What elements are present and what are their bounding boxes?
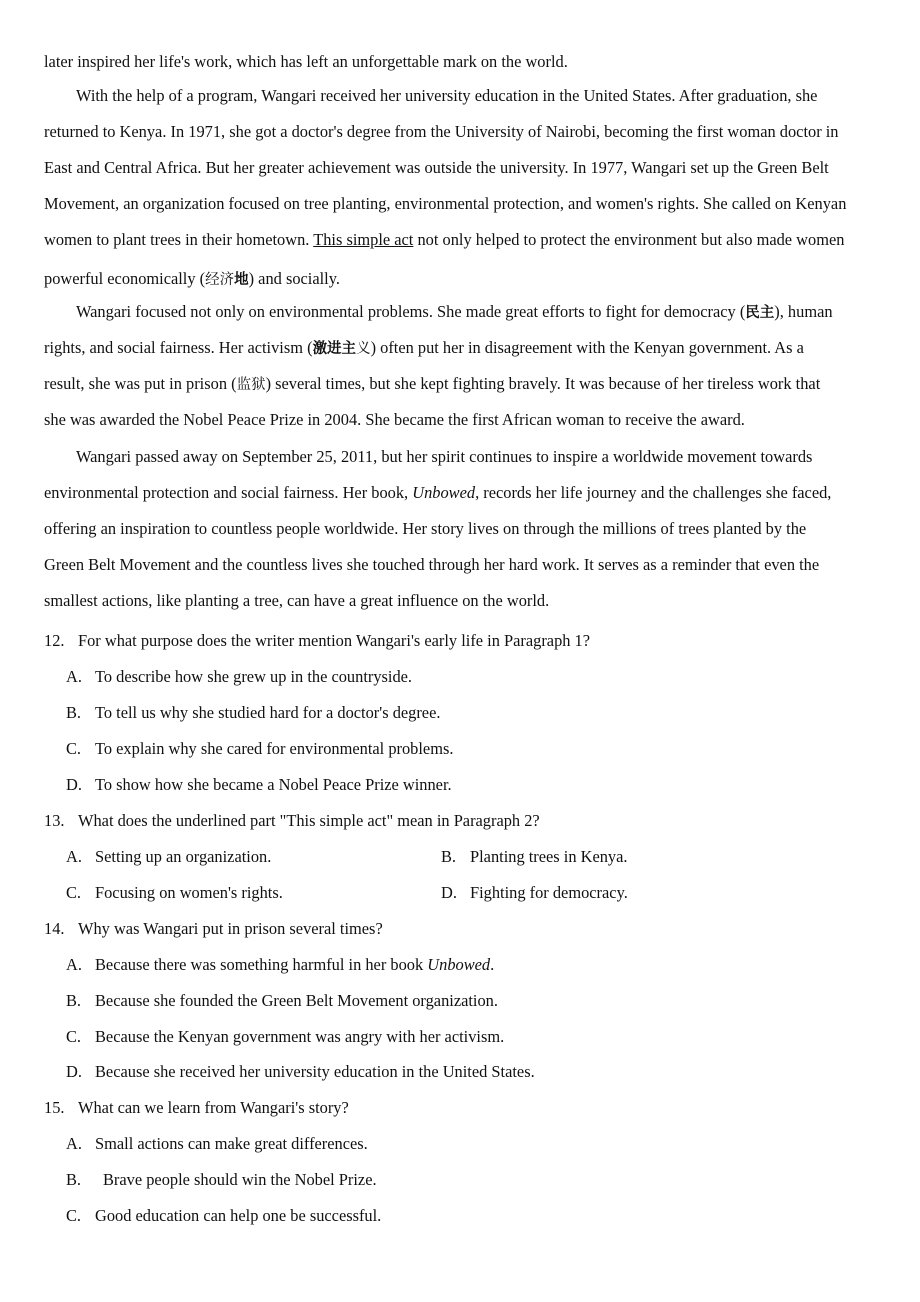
paragraph-text: ) often put her in disagreement with the Kenyan government. As a [370, 338, 804, 357]
paragraph-text: Movement, an organization focused on tree planting, environmental protection, and women's rights. She called on Kenyan [44, 194, 847, 213]
paragraph-2-line-6 [44, 269, 874, 290]
paragraph-text: East and Central Africa. But her greater achievement was outside the university. In 1977, Wangari set up the Green Belt [44, 158, 829, 177]
option-15-c[interactable] [66, 1206, 896, 1226]
paragraph-3-line-3 [44, 374, 874, 395]
paragraph-text: she was awarded the Nobel Peace Prize in 2004. She became the first African woman to receive the award. [44, 410, 745, 429]
chinese-gloss: 激进主 [312, 341, 357, 357]
option-text: Because she founded the Green Belt Movement organization. [95, 991, 498, 1010]
paragraph-2-line-1 [76, 86, 906, 106]
question-text: For what purpose does the writer mention Wangari's early life in Paragraph 1? [78, 631, 591, 650]
paragraph-text: result, she was put in prison ( [44, 374, 237, 393]
option-letter: C. [66, 1027, 82, 1046]
chinese-gloss: 监狱 [236, 377, 266, 393]
paragraph-text: Wangari passed away on September 25, 2011, but her spirit continues to inspire a worldwide movement towards [76, 447, 813, 466]
option-13-d[interactable] [441, 883, 861, 903]
paragraph-1-tail [44, 52, 874, 72]
option-letter: A. [66, 1134, 82, 1153]
option-text: Focusing on women's rights. [95, 883, 283, 902]
paragraph-3-line-4 [44, 410, 874, 430]
paragraph-2-line-3 [44, 158, 874, 178]
paragraph-text: powerful economically ( [44, 269, 206, 288]
option-15-b[interactable] [66, 1170, 896, 1190]
paragraph-text: offering an inspiration to countless people worldwide. Her story lives on through the millions of trees planted by the [44, 519, 807, 538]
option-14-d[interactable] [66, 1062, 896, 1082]
paragraph-2-line-2 [44, 122, 874, 142]
option-letter: A. [66, 667, 82, 686]
paragraph-3-line-1 [76, 302, 906, 323]
option-12-d[interactable] [66, 775, 896, 795]
option-letter: B. [441, 847, 457, 866]
option-letter: D. [66, 775, 82, 794]
option-text: To explain why she cared for environmental problems. [95, 739, 454, 758]
option-letter: D. [66, 1062, 82, 1081]
option-letter: B. [66, 991, 82, 1010]
option-letter: A. [66, 955, 82, 974]
option-13-b[interactable] [441, 847, 861, 867]
option-text: Fighting for democracy. [470, 883, 628, 902]
option-text: To tell us why she studied hard for a doctor's degree. [95, 703, 441, 722]
question-number: 15. [44, 1098, 65, 1117]
paragraph-text: With the help of a program, Wangari received her university education in the United States. After graduation, she [76, 86, 818, 105]
paragraph-text: returned to Kenya. In 1971, she got a doctor's degree from the University of Nairobi, becoming the first woman doctor in [44, 122, 839, 141]
option-13-c[interactable] [66, 883, 426, 903]
paragraph-2-line-5 [44, 230, 874, 250]
option-letter: A. [66, 847, 82, 866]
underlined-phrase: This simple act [313, 230, 414, 249]
option-letter: B. [66, 1170, 82, 1189]
option-letter: C. [66, 739, 82, 758]
option-letter: B. [66, 703, 82, 722]
paragraph-2-line-4 [44, 194, 874, 214]
paragraph-text: rights, and social fairness. Her activism ( [44, 338, 313, 357]
option-text: Because there was something harmful in her book [95, 955, 424, 974]
option-12-c[interactable] [66, 739, 896, 759]
paragraph-4-line-1 [76, 447, 906, 467]
question-number: 14. [44, 919, 65, 938]
option-text: To describe how she grew up in the countryside. [95, 667, 413, 686]
option-12-b[interactable] [66, 703, 896, 723]
question-12 [44, 631, 874, 651]
option-14-c[interactable] [66, 1027, 896, 1047]
book-title: Unbowed [427, 955, 491, 974]
paragraph-4-line-4 [44, 555, 874, 575]
question-number: 12. [44, 631, 65, 650]
option-14-b[interactable] [66, 991, 896, 1011]
paragraph-text: women to plant trees in their hometown. [44, 230, 310, 249]
question-text: What can we learn from Wangari's story? [78, 1098, 349, 1117]
paragraph-3-line-2 [44, 338, 874, 359]
option-text: Setting up an organization. [95, 847, 272, 866]
paragraph-text: environmental protection and social fairness. Her book, [44, 483, 409, 502]
option-text: Planting trees in Kenya. [470, 847, 628, 866]
option-text: Because the Kenyan government was angry with her activism. [95, 1027, 505, 1046]
option-text: Small actions can make great differences. [95, 1134, 368, 1153]
option-letter: C. [66, 883, 82, 902]
paragraph-4-line-5 [44, 591, 874, 611]
option-12-a[interactable] [66, 667, 896, 687]
option-13-a[interactable] [66, 847, 426, 867]
paragraph-text: Green Belt Movement and the countless lives she touched through her hard work. It serves as a reminder that even the [44, 555, 820, 574]
option-text: Brave people should win the Nobel Prize. [103, 1170, 377, 1189]
question-14 [44, 919, 874, 939]
option-text: Good education can help one be successful. [95, 1206, 382, 1225]
option-text: To show how she became a Nobel Peace Prize winner. [95, 775, 452, 794]
option-letter: C. [66, 1206, 82, 1225]
paragraph-text: not only helped to protect the environment but also made women [417, 230, 845, 249]
chinese-gloss: 义 [356, 341, 371, 357]
chinese-gloss: 民主 [745, 305, 775, 321]
paragraph-text: later inspired her life's work, which has left an unforgettable mark on the world. [44, 52, 568, 71]
option-14-a[interactable] [66, 955, 896, 975]
paragraph-text: ) and socially. [248, 269, 340, 288]
question-13 [44, 811, 874, 831]
question-number: 13. [44, 811, 65, 830]
paragraph-text: , records her life journey and the challenges she faced, [475, 483, 832, 502]
option-text: Because she received her university education in the United States. [95, 1062, 535, 1081]
paragraph-text: ) several times, but she kept fighting bravely. It was because of her tireless work that [265, 374, 821, 393]
question-15 [44, 1098, 874, 1118]
paragraph-text: Wangari focused not only on environmental problems. She made great efforts to fight for democracy ( [76, 302, 746, 321]
option-15-a[interactable] [66, 1134, 896, 1154]
option-letter: D. [441, 883, 457, 902]
question-text: Why was Wangari put in prison several times? [78, 919, 383, 938]
chinese-gloss: 地 [234, 272, 249, 288]
paragraph-text: ), human [774, 302, 833, 321]
option-text-tail: . [490, 955, 495, 974]
paragraph-4-line-2 [44, 483, 874, 503]
book-title: Unbowed [412, 483, 476, 502]
paragraph-4-line-3 [44, 519, 874, 539]
question-text: What does the underlined part "This simple act" mean in Paragraph 2? [78, 811, 540, 830]
chinese-gloss: 经济 [205, 272, 235, 288]
paragraph-text: smallest actions, like planting a tree, can have a great influence on the world. [44, 591, 550, 610]
